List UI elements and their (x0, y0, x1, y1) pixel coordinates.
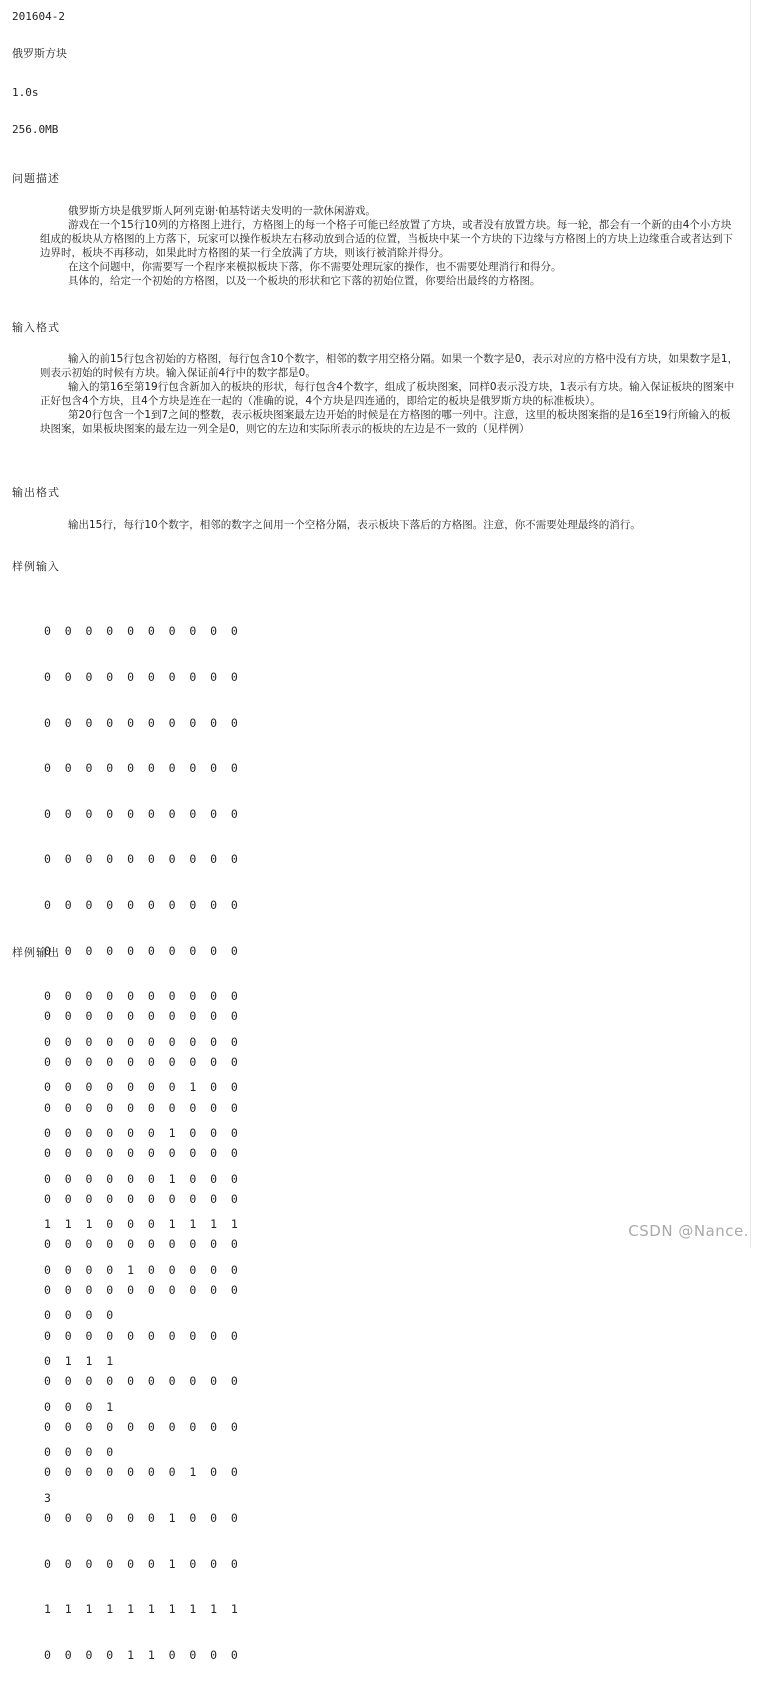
sample-input-heading: 样例输入 (12, 560, 60, 573)
sample-input-line: 0 0 0 0 0 0 0 0 0 0 (44, 761, 238, 776)
input-format-paragraph: 输入的前15行包含初始的方格图，每行包含10个数字，相邻的数字用空格分隔。如果一个数字是0，表示对应的方格中没有方块，如果数字是1，则表示初始的时候有方块。输入保证前4行中的数字都是0。 (40, 353, 739, 379)
description-paragraph: 游戏在一个15行10列的方格图上进行，方格图上的每一个格子可能已经放置了方块，或者没有放置方块。每一轮，都会有一个新的由4个小方块组成的板块从方格图的上方落下，玩家可以操作板块左右移动放到合适的位置，当板块中某一个方块的下边缘与方格图上的方块上边缘重合或者达到下边界时，板块不再移动，如果此时方格图的某一行全放满了方块，则该行被消除并得分。 (40, 219, 733, 259)
problem-id: 201604-2 (12, 10, 65, 23)
output-format-heading: 输出格式 (12, 486, 60, 499)
sample-input-line: 0 0 0 0 0 0 0 0 0 0 (44, 943, 238, 958)
input-format-paragraph: 输入的第16至第19行包含新加入的板块的形状，每行包含4个数字，组成了板块图案，同样0表示没方块，1表示有方块。输入保证板块的图案中正好包含4个方块，且4个方块是连在一起的（准确的说，4个方块是四连通的，即给定的板块是俄罗斯方块的标准板块）。 (40, 381, 735, 407)
sample-input-line: 3 (44, 1490, 51, 1505)
input-format-heading: 输入格式 (12, 321, 60, 334)
sample-input-line: 0 0 0 0 1 0 0 0 0 0 (44, 1262, 238, 1277)
sample-output-heading: 样例输出 (12, 946, 60, 959)
sample-input-line: 0 0 0 0 0 0 0 0 0 0 (44, 1034, 238, 1049)
sample-input-line: 0 0 0 0 (44, 1445, 114, 1460)
sample-input-line: 0 0 0 0 0 0 0 0 0 0 (44, 670, 238, 684)
sample-output-line: 0 0 0 0 0 0 1 0 0 0 (44, 1510, 238, 1525)
sample-input-line: 0 0 0 0 0 0 1 0 0 0 (44, 1171, 238, 1186)
sample-input-line: 0 0 0 0 (44, 1308, 114, 1323)
input-format-paragraph: 第20行包含一个1到7之间的整数，表示板块图案最左边开始的时候是在方格图的哪一列中。注意，这里的板块图案指的是16至19行所输入的板块图案，如果板块图案的最左边一列全是0，则它的左边和实际所表示的板块的左边是不一致的（见样例） (40, 409, 731, 435)
description-heading: 问题描述 (12, 172, 60, 185)
description-paragraph: 俄罗斯方块是俄罗斯人阿列克谢·帕基特诺夫发明的一款休闲游戏。 (68, 205, 376, 217)
output-format-paragraph: 输出15行，每行10个数字，相邻的数字之间用一个空格分隔，表示板块下落后的方格图。注意，你不需要处理最终的消行。 (68, 519, 641, 531)
sample-output-line: 1 1 1 1 1 1 1 1 1 1 (44, 1602, 238, 1617)
sample-input-line: 0 0 0 0 0 0 0 0 0 0 (44, 852, 238, 867)
input-format-body (40, 352, 740, 436)
sample-output-line: 0 0 0 0 0 0 0 0 0 0 (44, 1237, 238, 1252)
sample-input-line: 0 0 0 1 (44, 1399, 114, 1414)
sample-output-line: 0 0 0 0 0 0 0 1 0 0 (44, 1465, 238, 1480)
sample-output-line: 0 0 0 0 0 0 0 0 0 0 (44, 1191, 238, 1206)
sample-input-line: 0 0 0 0 0 0 0 0 0 0 (44, 806, 238, 821)
sample-input-line: 1 1 1 0 0 0 1 1 1 1 (44, 1217, 238, 1232)
sample-output-line: 0 0 0 0 0 0 0 0 0 0 (44, 1328, 238, 1343)
problem-title: 俄罗斯方块 (12, 47, 67, 60)
memory-limit: 256.0MB (12, 123, 59, 136)
sample-output-line: 0 0 0 0 0 0 0 0 0 0 (44, 1100, 238, 1115)
sample-input-line: 0 0 0 0 0 0 0 0 0 0 (44, 624, 238, 639)
csdn-watermark: CSDN @Nance. (628, 1222, 749, 1240)
sample-output-line: 0 0 0 0 0 0 0 0 0 0 (44, 1146, 238, 1161)
sample-input-line: 0 0 0 0 0 0 0 0 0 0 (44, 989, 238, 1004)
sample-output-line: 0 0 0 0 0 0 1 0 0 0 (44, 1556, 238, 1571)
description-body (40, 204, 740, 288)
sample-input-line: 0 0 0 0 0 0 0 0 0 0 (44, 897, 238, 912)
sample-input-line: 0 1 1 1 (44, 1353, 114, 1368)
sample-input-line: 0 0 0 0 0 0 0 1 0 0 (44, 1080, 238, 1095)
description-paragraph: 在这个问题中，你需要写一个程序来模拟板块下落，你不需要处理玩家的操作，也不需要处理消行和得分。 (68, 261, 562, 273)
sample-output-line: 0 0 0 0 0 0 0 0 0 0 (44, 1009, 238, 1024)
sample-input-line: 0 0 0 0 0 0 1 0 0 0 (44, 1125, 238, 1140)
sample-output-line: 0 0 0 0 0 0 0 0 0 0 (44, 1374, 238, 1389)
sample-output-line: 0 0 0 0 0 0 0 0 0 0 (44, 1055, 238, 1069)
time-limit: 1.0s (12, 86, 39, 99)
sample-input-line: 0 0 0 0 0 0 0 0 0 0 (44, 715, 238, 730)
sample-output-line: 0 0 0 0 0 0 0 0 0 0 (44, 1282, 238, 1297)
sample-output-line: 0 0 0 0 1 1 0 0 0 0 (44, 1647, 238, 1662)
description-paragraph: 具体的，给定一个初始的方格图，以及一个板块的形状和它下落的初始位置，你要给出最终的方格图。 (68, 275, 541, 287)
sample-output-line: 0 0 0 0 0 0 0 0 0 0 (44, 1419, 238, 1434)
sample-output-block (44, 979, 238, 1693)
output-format-body (40, 518, 740, 532)
